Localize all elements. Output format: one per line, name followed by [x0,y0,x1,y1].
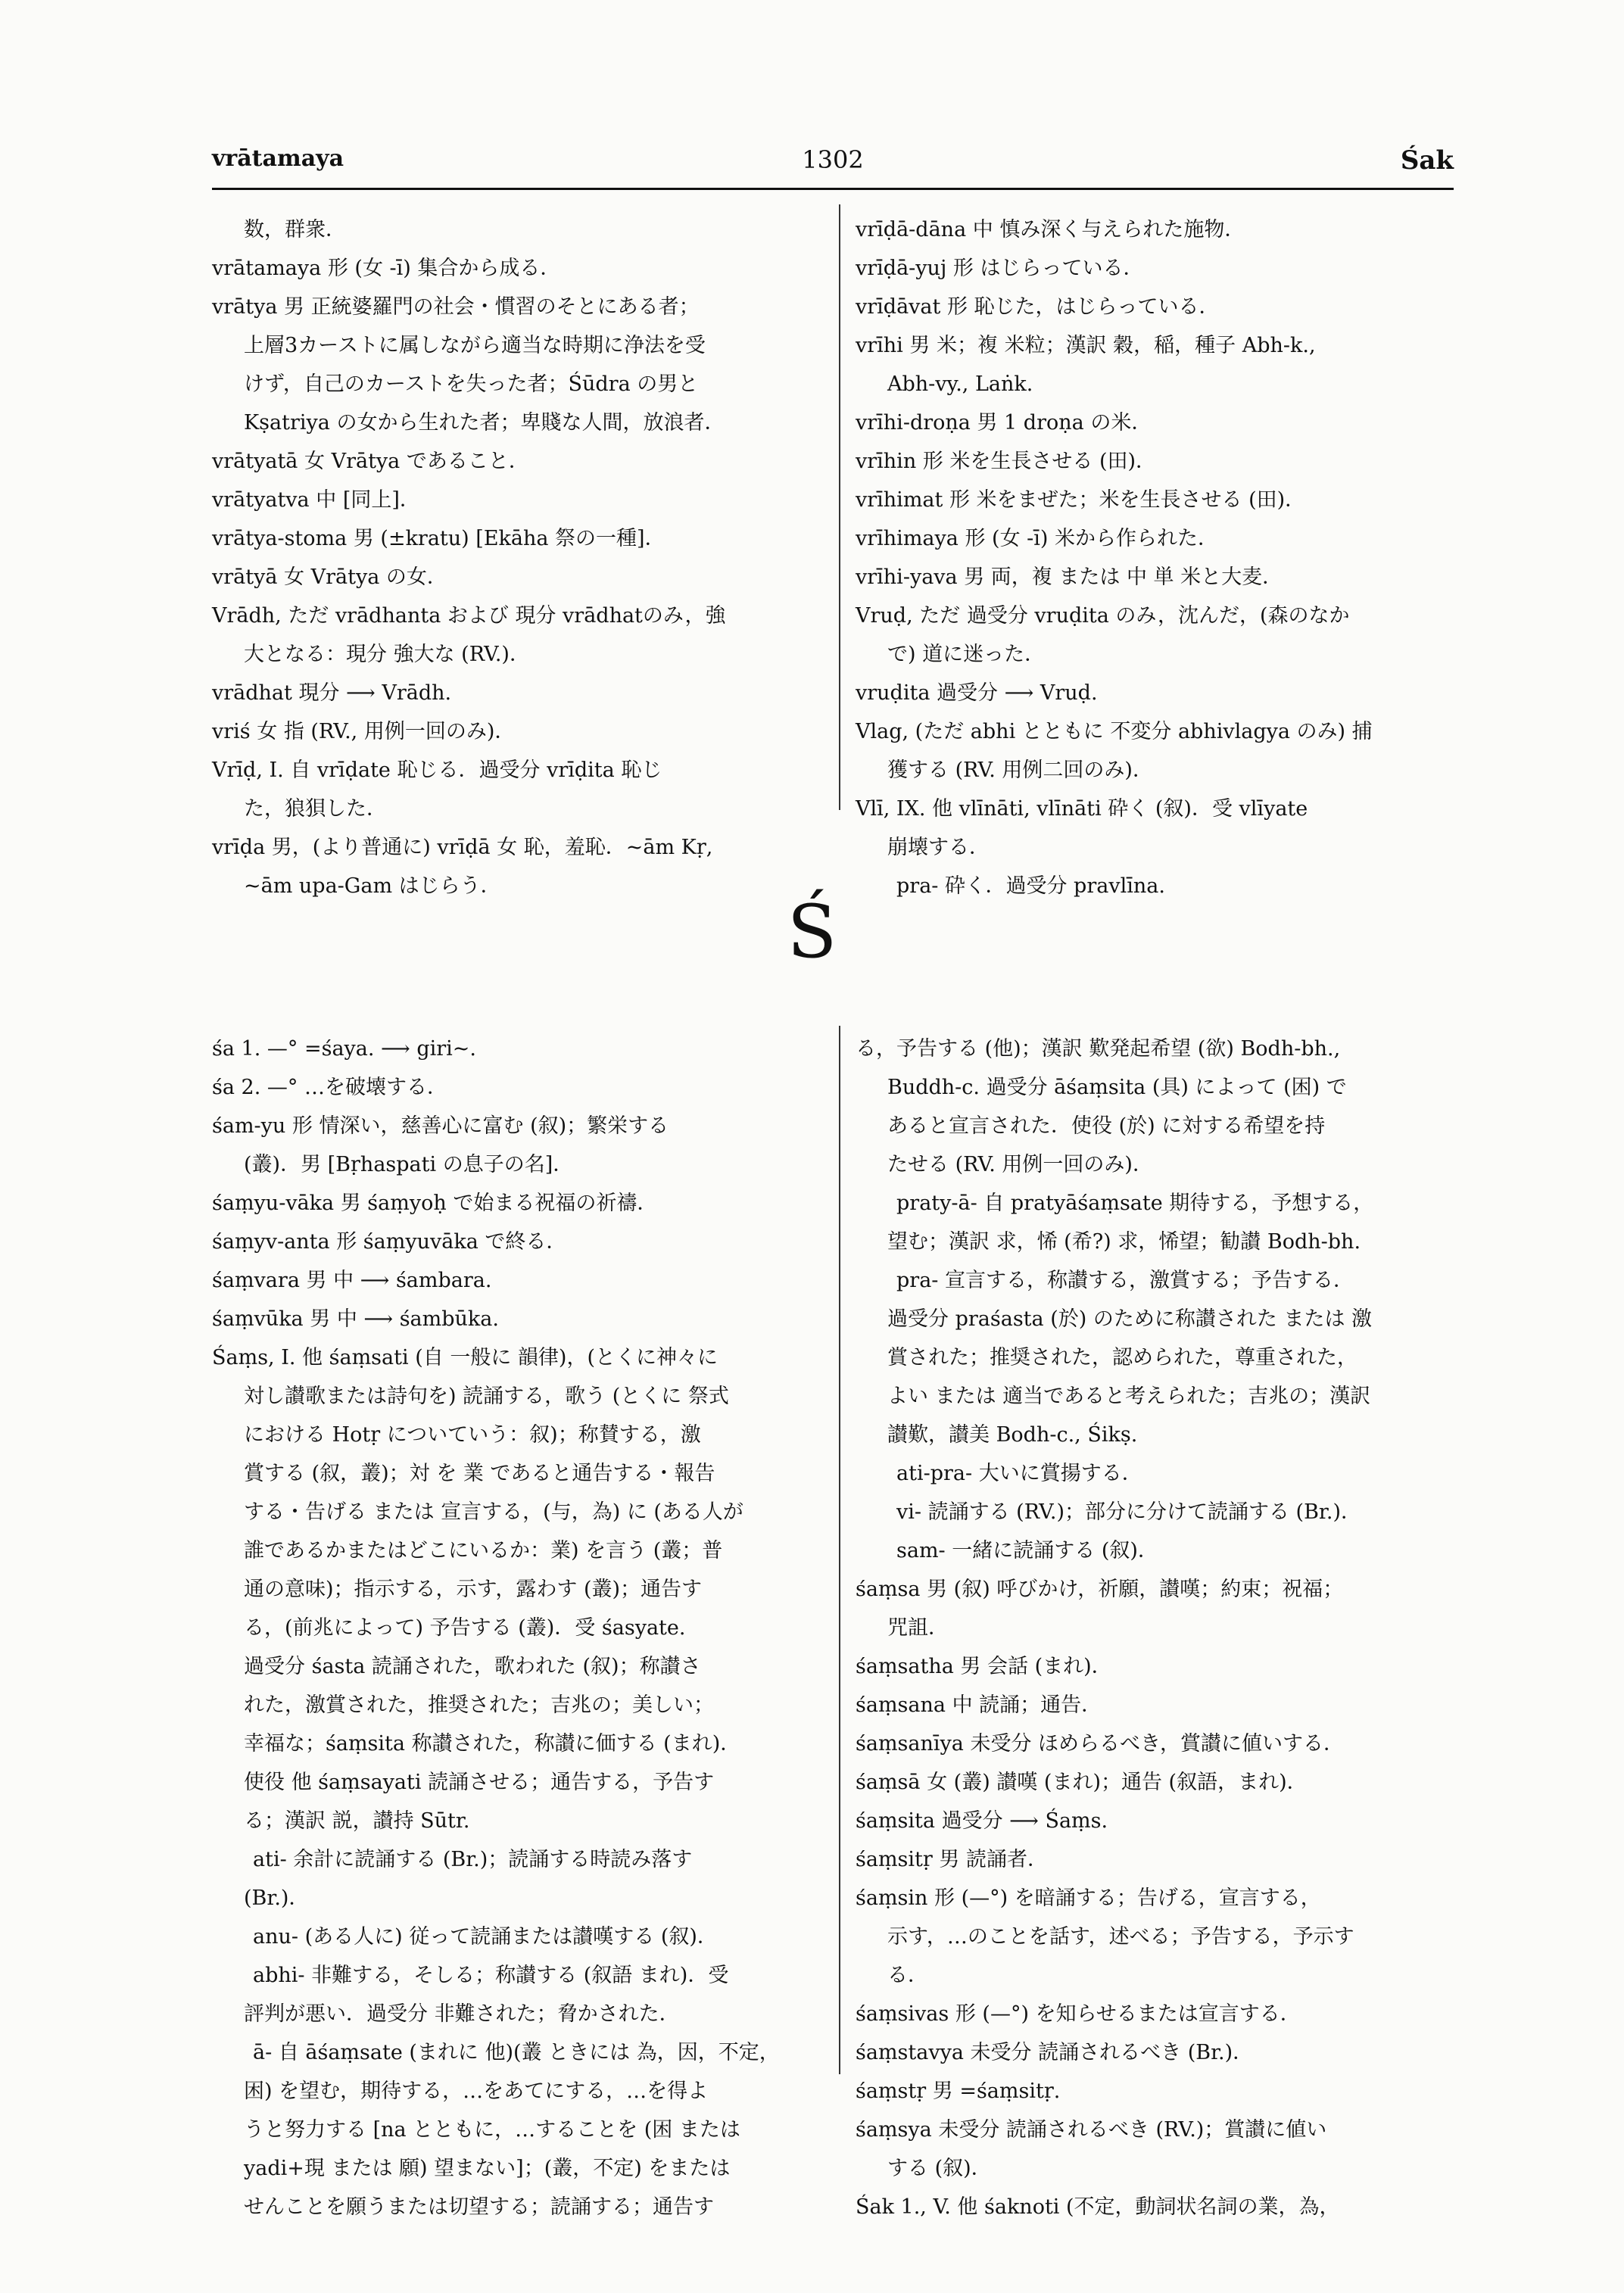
dictionary-line: における Hotṛ についていう：叙)；称賛する，激 [244,1423,701,1447]
dictionary-line: 崩壊する． [887,836,990,859]
dictionary-line: たせる (RV. 用例一回のみ)． [887,1153,1153,1176]
dictionary-line: śaṃsā 女 (叢) 讃嘆 (まれ)；通告 (叙語，まれ)． [856,1771,1308,1794]
dictionary-line: 困) を望む，期待する，…をあてにする，…を得よ [244,2080,709,2103]
dictionary-line: Vlag, (ただ abhi とともに 不変分 abhivlagya のみ) 捕 [856,720,1373,743]
dictionary-line: abhi- 非難する，そしる；称讃する (叙語 まれ)．受 [253,1964,729,1987]
dictionary-line: vrātamaya 形 (女 -ī) 集合から成る． [212,257,561,280]
dictionary-line: 望む；漢訳 求，悕 (希?) 求，悕望；勧讃 Bodh-bh. [887,1230,1361,1254]
column-bottom-left [212,1030,833,2226]
dictionary-line: śaṃsitṛ 男 読誦者． [856,1848,1048,1871]
dictionary-line: (叢)．男 [Bṛhaspati の息子の名]． [244,1153,574,1176]
dictionary-line: 対し讃歌または詩句を) 読誦する，歌う (とくに 祭式 [244,1385,729,1408]
dictionary-line: よい または 適当であると考えられた；吉兆の；漢訳 [887,1385,1371,1408]
dictionary-line: ati-pra- 大いに賞揚する． [896,1462,1142,1485]
dictionary-line: vrīhi 男 米；複 米粒；漢訳 穀，稲，種子 Abh-k., [856,334,1316,357]
dictionary-line: śaṃsin 形 (—°) を暗誦する；告げる，宣言する， [856,1886,1321,1910]
dictionary-line: けず，自己のカーストを失った者；Śūdra の男と [244,372,699,396]
dictionary-line: Śak 1., V. 他 śaknoti (不定，動詞状名詞の業，為， [856,2195,1340,2219]
dictionary-line: せんことを願うまたは切望する；読誦する；通告す [244,2195,714,2219]
dictionary-line: 評判が悪い．過受分 非難された；脅かされた． [244,2002,680,2026]
column-top-right [856,210,1457,905]
dictionary-line: 讃歎，讃美 Bodh-c., Śikṣ. [887,1423,1138,1447]
dictionary-line: vruḍita 過受分 ⟶ Vruḍ. [856,681,1098,705]
dictionary-line: vriś 女 指 (RV., 用例一回のみ)． [212,720,516,743]
dictionary-line: vrīhi-yava 男 両，複 または 中 単 米と大麦． [856,565,1283,589]
dictionary-line: Vlī, IX. 他 vlīnāti, vlīnāti 砕く (叙)．受 vlīyate [856,797,1308,821]
section-letter: Ś [787,889,837,974]
dictionary-line: うと努力する [na とともに，…することを (困 または [244,2118,740,2142]
dictionary-line: vrātya-stoma 男 (±kratu) [Ekāha 祭の一種]． [212,527,665,550]
dictionary-line: śaṃvūka 男 中 ⟶ śambūka. [212,1307,499,1331]
dictionary-line: vrātyā 女 Vrātya の女． [212,565,447,589]
dictionary-line: yadi+現 または 願) 望まない]；(叢，不定) をまたは [244,2157,731,2180]
dictionary-line: 数，群衆． [244,218,346,241]
dictionary-line: ~ām upa-Gam はじらう． [244,874,501,898]
dictionary-line: 使役 他 śaṃsayati 読誦させる；通告する，予告す [244,1771,715,1794]
dictionary-line: ati- 余計に読誦する (Br.)；読誦する時読み落す [253,1848,693,1871]
dictionary-line: śaṃsanīya 未受分 ほめらるべき，賞讃に値いする． [856,1732,1344,1756]
dictionary-line: ā- 自 āśaṃsate (まれに 他)(叢 ときには 為，因，不定， [253,2041,780,2064]
page-header [212,142,1454,190]
dictionary-line: śam-yu 形 情深い，慈善心に富む (叙)；繁栄する [212,1114,669,1138]
dictionary-line: pra- 宣言する，称讃する，激賞する；予告する． [896,1269,1354,1292]
column-divider [839,1026,840,2074]
dictionary-line: vrīḍā-dāna 中 慎み深く与えられた施物． [856,218,1245,241]
dictionary-line: 咒詛． [887,1616,949,1640]
dictionary-line: śaṃstavya 未受分 読誦されるべき (Br.)． [856,2041,1254,2064]
dictionary-line: 幸福な；śaṃsita 称讃された，称讃に価する (まれ)． [244,1732,741,1756]
dictionary-line: śaṃvara 男 中 ⟶ śambara. [212,1269,492,1292]
dictionary-line: śaṃsana 中 読誦；通告． [856,1693,1102,1717]
dictionary-line: vrādhat 現分 ⟶ Vrādh. [212,681,452,705]
dictionary-line: Vrīḍ, I. 自 vrīḍate 恥じる．過受分 vrīḍita 恥じ [212,759,662,782]
dictionary-line: する (叙)． [887,2157,992,2180]
dictionary-line: 過受分 praśasta (於) のために称讃された または 激 [887,1307,1373,1331]
dictionary-line: る；漢訳 説，讃持 Sūtr. [244,1809,470,1833]
dictionary-line: śaṃstṛ 男 =śaṃsitṛ. [856,2080,1061,2103]
dictionary-line: śaṃsa 男 (叙) 呼びかけ，祈願，讃嘆；約束；祝福； [856,1578,1344,1601]
dictionary-line: anu- (ある人に) 従って読誦または讃嘆する (叙)． [253,1925,718,1949]
dictionary-line: śaṃsivas 形 (—°) を知らせるまたは宣言する． [856,2002,1301,2026]
dictionary-line: Vrādh, ただ vrādhanta および 現分 vrādhatのみ，強 [212,604,726,628]
dictionary-line: vrīḍa 男，(より普通に) vrīḍā 女 恥，羞恥．~ām Kṛ, [212,836,713,859]
dictionary-line: śaṃyu-vāka 男 śaṃyoḥ で始まる祝福の祈禱． [212,1192,658,1215]
dictionary-line: śaṃsatha 男 会話 (まれ)． [856,1655,1112,1678]
dictionary-line: vrīhimat 形 米をまぜた；米を生長させる (田)． [856,488,1306,512]
dictionary-line: praty-ā- 自 pratyāśaṃsate 期待する，予想する， [896,1192,1374,1215]
dictionary-line: Abh-vy., Laṅk. [887,372,1033,396]
dictionary-line: 示す，…のことを話す，述べる；予告する，予示す [887,1925,1354,1949]
dictionary-line: 大となる：現分 強大な (RV.)． [244,643,530,666]
dictionary-line: vrīhin 形 米を生長させる (田)． [856,450,1157,473]
dictionary-line: 賞する (叙，叢)；対 を 業 であると通告する・報告 [244,1462,715,1485]
dictionary-line: śa 1. —° =śaya. ⟶ giri~. [212,1037,477,1061]
dictionary-line: vrātyatā 女 Vrātya であること． [212,450,529,473]
dictionary-line: vrīḍāvat 形 恥じた，はじらっている． [856,295,1220,319]
left-running-headword: vrātamaya [212,145,344,172]
dictionary-line: Buddh-c. 過受分 āśaṃsita (具) によって (困) で [887,1076,1347,1099]
dictionary-line: 誰であるかまたはどこにいるか：業) を言う (叢；普 [244,1539,723,1562]
dictionary-line: vrīhi-droṇa 男 1 droṇa の米． [856,411,1152,435]
dictionary-line: vrātyatva 中 [同上]． [212,488,420,512]
dictionary-line: śaṃsya 未受分 読誦されるべき (RV.)；賞讃に値い [856,2118,1327,2142]
dictionary-line: Vruḍ, ただ 過受分 vruḍita のみ，沈んだ，(森のなか [856,604,1350,628]
column-bottom-right [856,1030,1457,2226]
dictionary-line: śa 2. —° …を破壊する． [212,1076,447,1099]
dictionary-line: pra- 砕く．過受分 pravlīna. [896,874,1165,898]
dictionary-line: で) 道に迷った． [887,643,1046,666]
dictionary-line: する・告げる または 宣言する，(与，為) に (ある人が [244,1500,743,1524]
dictionary-line: 上層3カーストに属しながら適当な時期に浄法を受 [244,334,706,357]
dictionary-line: 過受分 śasta 読誦された，歌われた (叙)；称讃さ [244,1655,701,1678]
dictionary-line: る，予告する (他)；漢訳 歎発起希望 (欲) Bodh-bh., [856,1037,1341,1061]
dictionary-line: Śaṃs, I. 他 śaṃsati (自 一般に 韻律)，(とくに神々に [212,1346,718,1369]
column-top-left [212,210,825,905]
dictionary-line: vrīhimaya 形 (女 -ī) 米から作られた． [856,527,1219,550]
dictionary-line: 賞された；推奨された，認められた，尊重された， [887,1346,1357,1369]
dictionary-line: vrātya 男 正統婆羅門の社会・慣習のそとにある者； [212,295,700,319]
dictionary-line: śaṃyv-anta 形 śaṃyuvāka で終る． [212,1230,567,1254]
dictionary-line: た，狼狽した． [244,797,387,821]
dictionary-line: śaṃsita 過受分 ⟶ Śaṃs. [856,1809,1108,1833]
right-running-headword: Śak [1400,145,1454,176]
dictionary-line: あると宣言された．使役 (於) に対する希望を持 [887,1114,1326,1138]
dictionary-line: Kṣatriya の女から生れた者；卑賤な人間，放浪者． [244,411,725,435]
dictionary-line: vrīḍā-yuj 形 はじらっている． [856,257,1144,280]
column-divider [839,204,840,810]
dictionary-line: れた，激賞された，推奨された；吉兆の；美しい； [244,1693,714,1717]
dictionary-line: vi- 読誦する (RV.)；部分に分けて読誦する (Br.)． [896,1500,1361,1524]
dictionary-line: る，(前兆によって) 予告する (叢)．受 śasyate. [244,1616,686,1640]
dictionary-line: sam- 一緒に読誦する (叙)． [896,1539,1158,1562]
dictionary-line: 通の意味)；指示する，示す，露わす (叢)；通告す [244,1578,703,1601]
dictionary-line: る． [887,1964,928,1987]
dictionary-line: 獲する (RV. 用例二回のみ)． [887,759,1153,782]
page-number: 1302 [802,145,864,174]
dictionary-line: (Br.)． [244,1886,310,1910]
